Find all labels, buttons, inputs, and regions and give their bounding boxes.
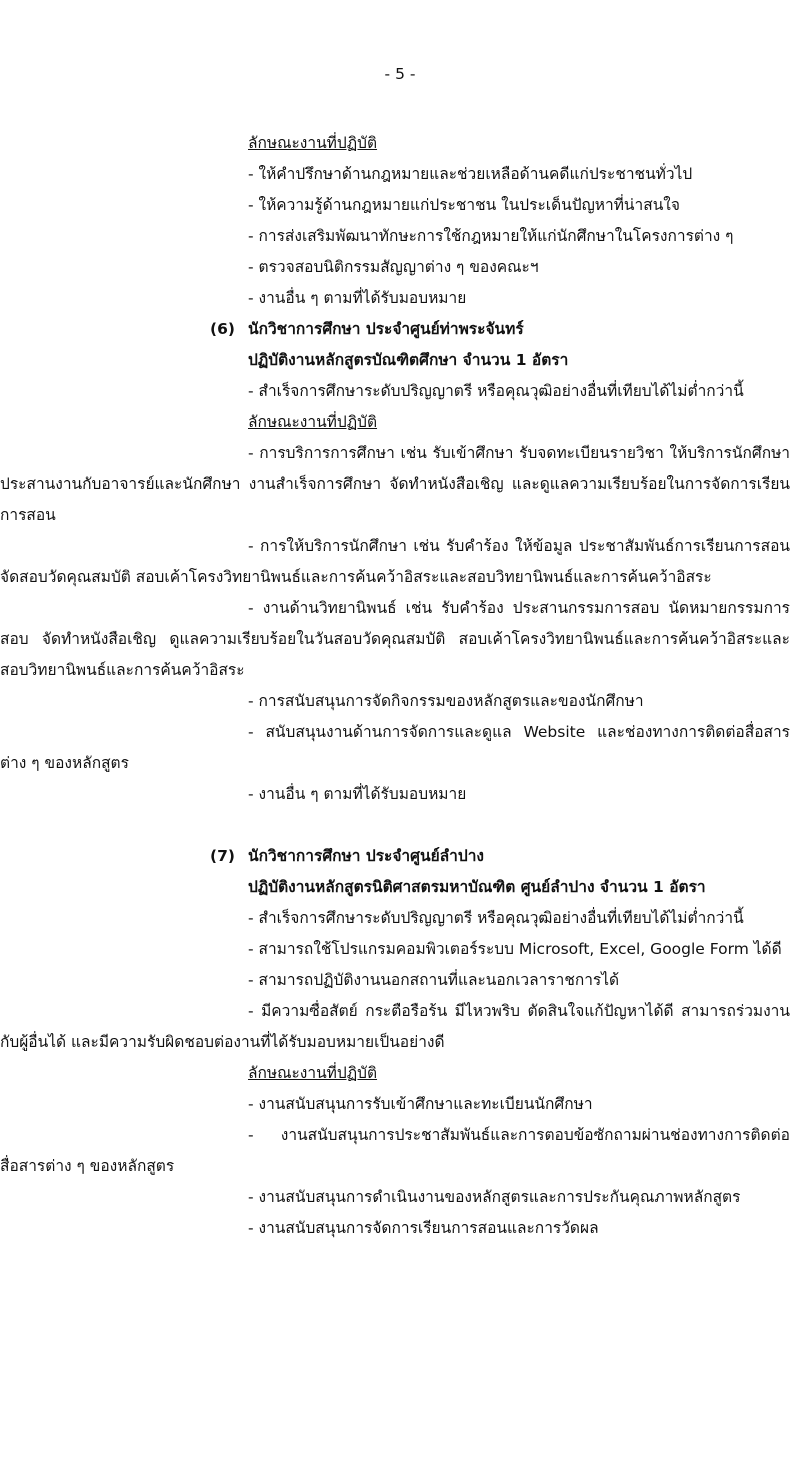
document-body bbox=[0, 128, 790, 1244]
sec7-subtitle: ปฏิบัติงานหลักสูตรนิติศาสตรมหาบัณฑิต ศูนย์ลำปาง จำนวน 1 อัตรา bbox=[248, 878, 706, 896]
sec6-duty-item: - งานด้านวิทยานิพนธ์ เช่น รับคำร้อง ประสานกรรมการสอบ นัดหมายกรรมการสอบ จัดทำหนังสือเชิญ ดูแลความเรียบร้อยในวันสอบวัดคุณสมบัติ สอบเค้าโครงวิทยานิพนธ์และการค้นคว้าอิสระและสอบวิทยานิพนธ์และการค้นคว้าอิสระ bbox=[0, 599, 790, 679]
sec5-duty-item: - การส่งเสริมพัฒนาทักษะการใช้กฎหมายให้แก่นักศึกษาในโครงการต่าง ๆ bbox=[248, 227, 734, 245]
sec6-duty-item: - งานอื่น ๆ ตามที่ได้รับมอบหมาย bbox=[248, 785, 467, 803]
sec7-duties-title: ลักษณะงานที่ปฏิบัติ bbox=[248, 1064, 378, 1082]
sec6-duty-item: - สนับสนุนงานด้านการจัดการและดูแล Website และช่องทางการติดต่อสื่อสารต่าง ๆ ของหลักสูตร bbox=[0, 723, 790, 772]
sec7-title: นักวิชาการศึกษา ประจำศูนย์ลำปาง bbox=[248, 847, 484, 865]
section-spacer bbox=[0, 810, 790, 841]
sec7-number: (7) bbox=[210, 847, 235, 865]
sec6-duties-title: ลักษณะงานที่ปฏิบัติ bbox=[248, 413, 378, 431]
sec6-duty-item: - การสนับสนุนการจัดกิจกรรมของหลักสูตรและของนักศึกษา bbox=[248, 692, 644, 710]
sec6-subtitle: ปฏิบัติงานหลักสูตรบัณฑิตศึกษา จำนวน 1 อัตรา bbox=[248, 351, 569, 369]
sec5-duty-item: - ตรวจสอบนิติกรรมสัญญาต่าง ๆ ของคณะฯ bbox=[248, 258, 539, 276]
sec5-duties-title: ลักษณะงานที่ปฏิบัติ bbox=[248, 134, 378, 152]
sec7-qualification: - สามารถปฏิบัติงานนอกสถานที่และนอกเวลาราชการได้ bbox=[248, 971, 620, 989]
sec6-duty-item: - การบริการการศึกษา เช่น รับเข้าศึกษา รับจดทะเบียนรายวิชา ให้บริการนักศึกษา ประสานงานกับอาจารย์และนักศึกษา งานสำเร็จการศึกษา จัดทำหนังสือเชิญ และดูแลความเรียบร้อยในการจัดการเรียนการสอน bbox=[0, 444, 790, 524]
sec5-duty-item: - ให้คำปรึกษาด้านกฎหมายและช่วยเหลือด้านคดีแก่ประชาชนทั่วไป bbox=[248, 165, 693, 183]
sec6-duty-item: - การให้บริการนักศึกษา เช่น รับคำร้อง ให้ข้อมูล ประชาสัมพันธ์การเรียนการสอน จัดสอบวัดคุณสมบัติ สอบเค้าโครงวิทยานิพนธ์และการค้นคว้าอิสระและสอบวิทยานิพนธ์และการค้นคว้าอิสระ bbox=[0, 537, 790, 586]
sec6-number: (6) bbox=[210, 320, 235, 338]
sec5-duty-item: - งานอื่น ๆ ตามที่ได้รับมอบหมาย bbox=[248, 289, 467, 307]
sec6-heading bbox=[0, 314, 790, 345]
sec7-qualification: - สามารถใช้โปรแกรมคอมพิวเตอร์ระบบ Microsoft, Excel, Google Form ได้ดี bbox=[248, 940, 782, 958]
sec6-title: นักวิชาการศึกษา ประจำศูนย์ท่าพระจันทร์ bbox=[248, 320, 524, 338]
sec7-duty-item: - งานสนับสนุนการประชาสัมพันธ์และการตอบข้อซักถามผ่านช่องทางการติดต่อสื่อสารต่าง ๆ ของหลักสูตร bbox=[0, 1126, 790, 1175]
sec5-duty-item: - ให้ความรู้ด้านกฎหมายแก่ประชาชน ในประเด็นปัญหาที่น่าสนใจ bbox=[248, 196, 680, 214]
sec7-duty-item: - งานสนับสนุนการจัดการเรียนการสอนและการวัดผล bbox=[248, 1219, 599, 1237]
sec7-heading bbox=[0, 841, 790, 872]
sec7-duty-item: - งานสนับสนุนการรับเข้าศึกษาและทะเบียนนักศึกษา bbox=[248, 1095, 593, 1113]
sec7-qualification: - มีความซื่อสัตย์ กระตือรือร้น มีไหวพริบ ตัดสินใจแก้ปัญหาได้ดี สามารถร่วมงานกับผู้อื่นได้ และมีความรับผิดชอบต่องานที่ได้รับมอบหมายเป็นอย่างดี bbox=[0, 1002, 790, 1051]
sec6-qualification: - สำเร็จการศึกษาระดับปริญญาตรี หรือคุณวุฒิอย่างอื่นที่เทียบได้ไม่ต่ำกว่านี้ bbox=[248, 382, 744, 400]
sec7-duty-item: - งานสนับสนุนการดำเนินงานของหลักสูตรและการประกันคุณภาพหลักสูตร bbox=[248, 1188, 741, 1206]
page-number: - 5 - bbox=[384, 65, 416, 83]
sec7-qualification: - สำเร็จการศึกษาระดับปริญญาตรี หรือคุณวุฒิอย่างอื่นที่เทียบได้ไม่ต่ำกว่านี้ bbox=[248, 909, 744, 927]
